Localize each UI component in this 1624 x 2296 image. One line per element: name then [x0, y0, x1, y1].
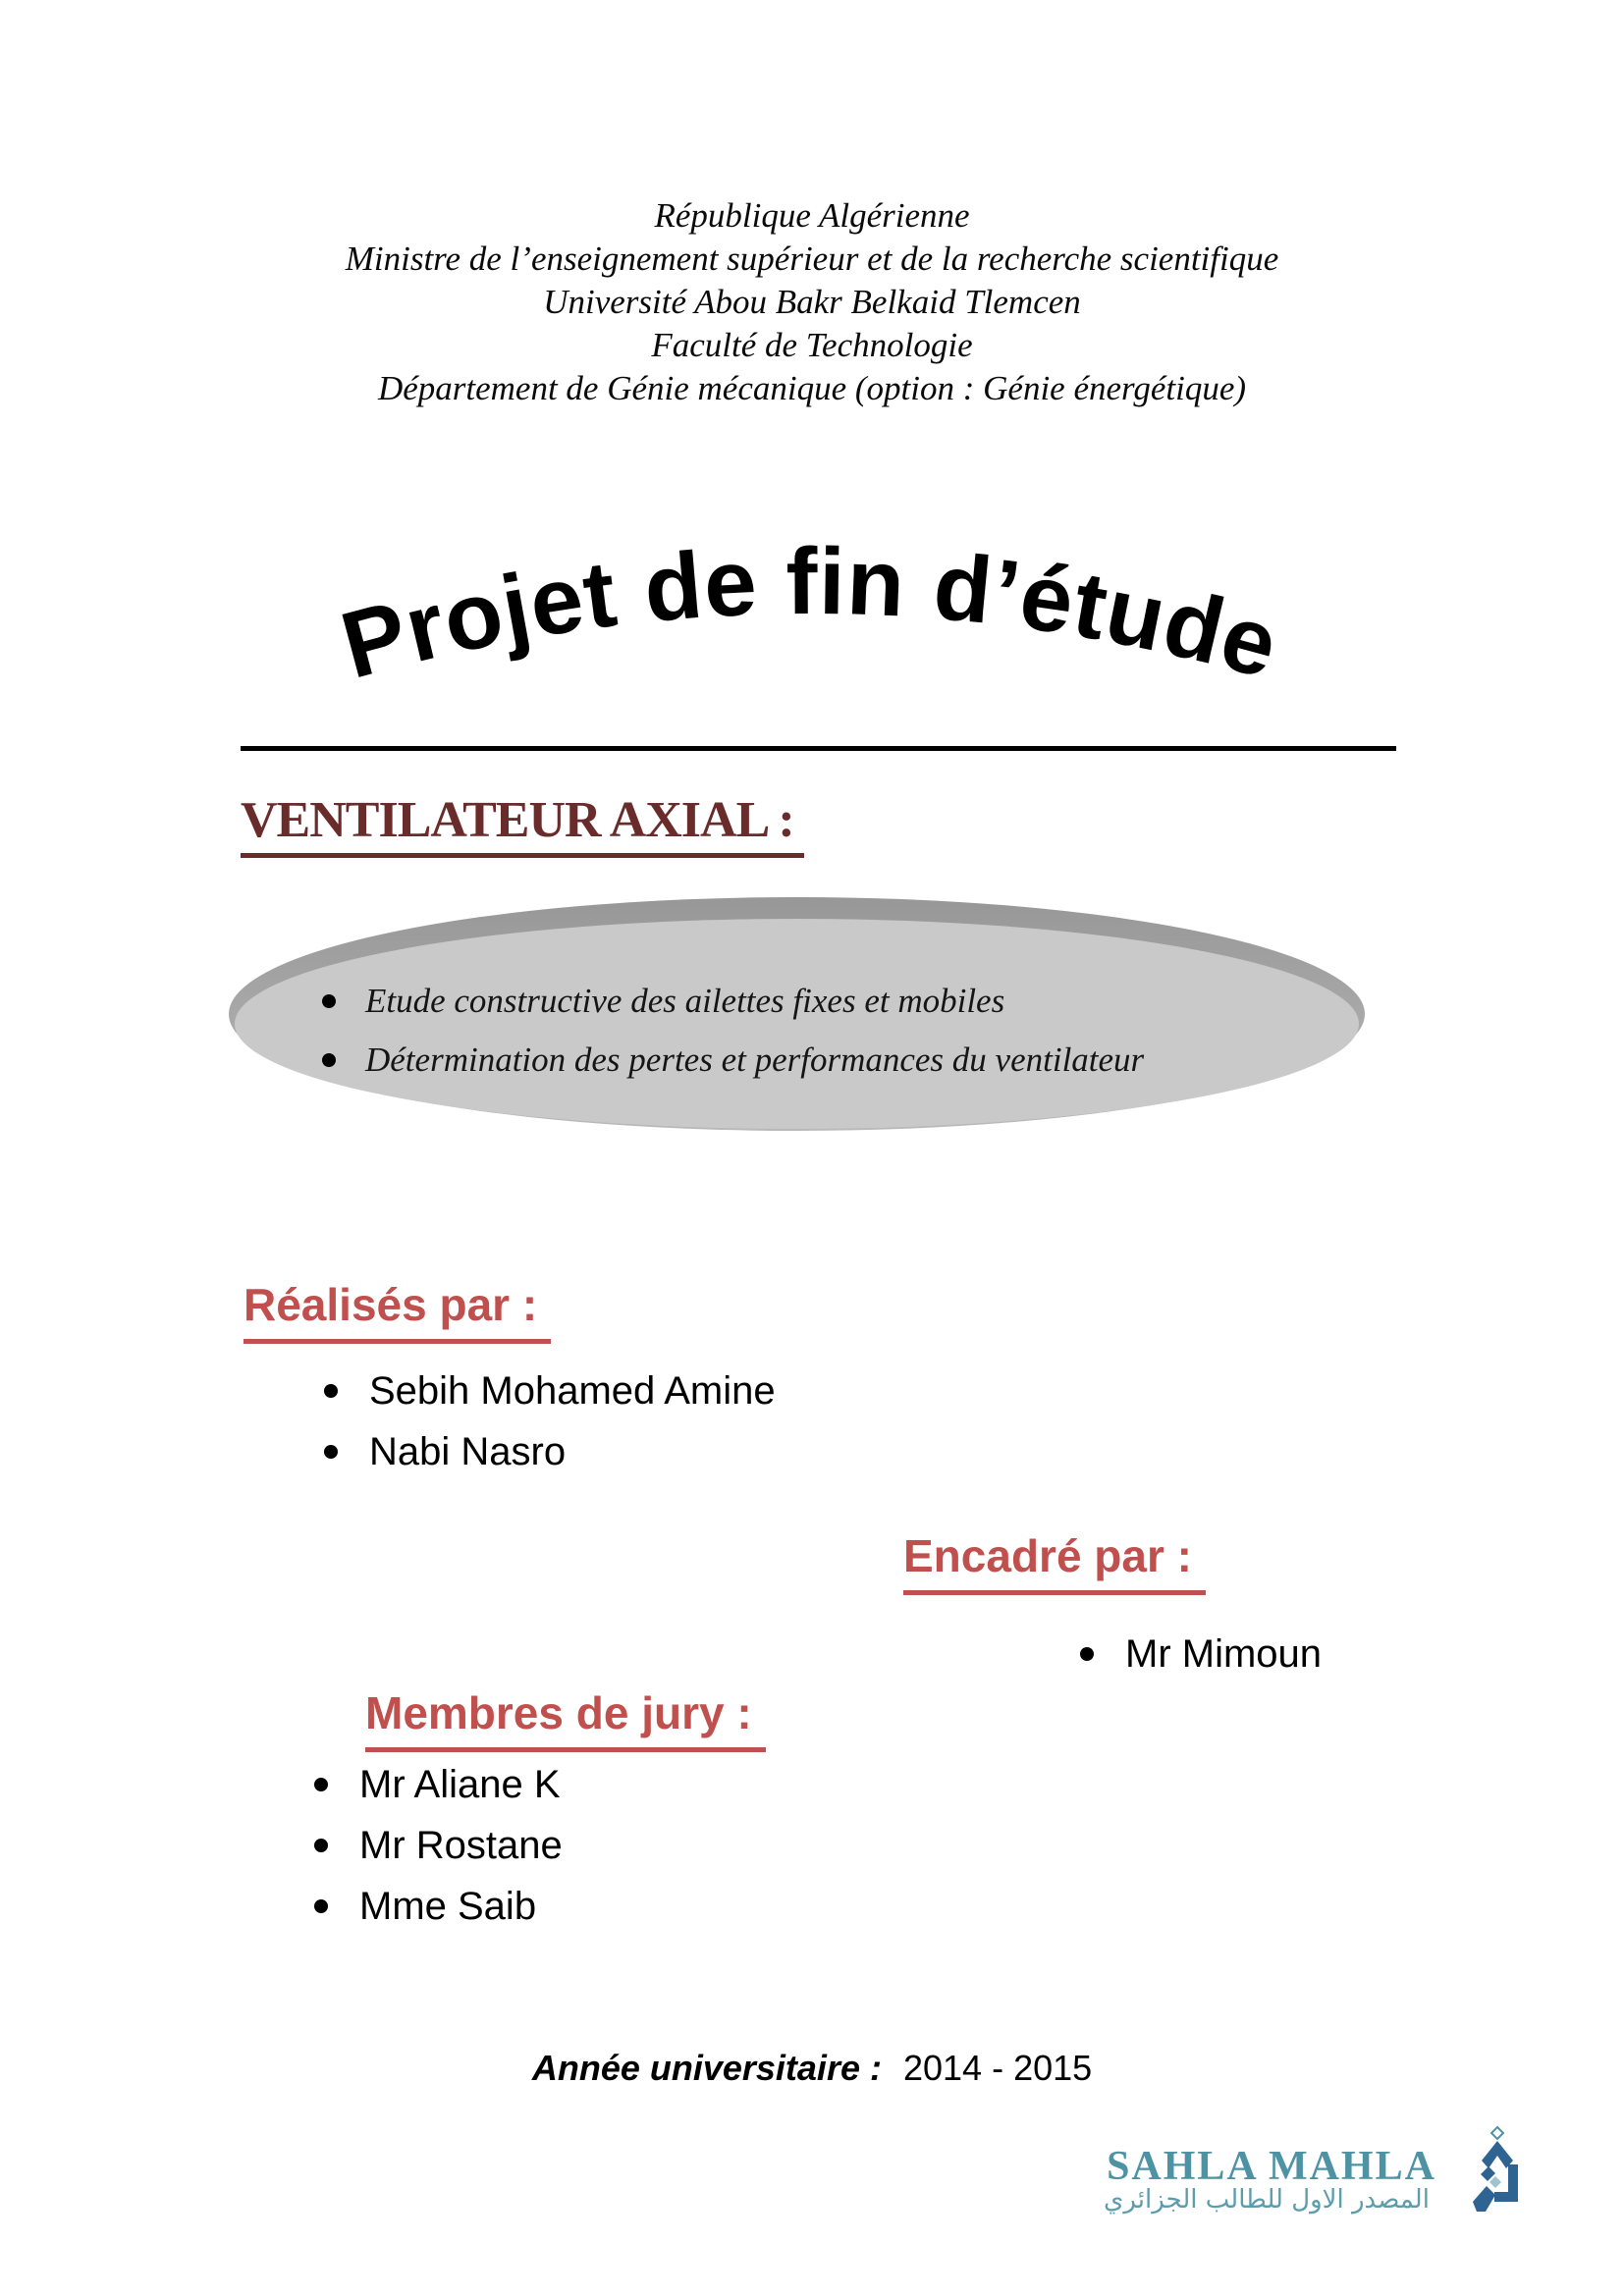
header-line-faculty: Faculté de Technologie — [651, 326, 973, 364]
divider-line — [241, 746, 1396, 751]
list-item — [314, 1882, 563, 1931]
bullet-icon — [314, 1839, 328, 1852]
topic-item — [322, 1039, 1144, 1082]
topic-text: Etude constructive des ailettes fixes et mobiles — [365, 982, 1005, 1020]
list-item — [1080, 1629, 1322, 1679]
topic-item — [322, 980, 1004, 1023]
topics-ellipse-inner — [235, 919, 1359, 1129]
topics-ellipse — [229, 897, 1365, 1131]
bullet-icon — [314, 1778, 328, 1791]
main-title-text: Projet de fin d’étude — [331, 528, 1290, 699]
header-line-university: Université Abou Bakr Belkaid Tlemcen — [543, 283, 1081, 321]
list-item — [314, 1821, 563, 1870]
bullet-icon — [314, 1899, 328, 1913]
jury-member-name: Mr Aliane K — [359, 1763, 561, 1806]
academic-year-label: Année universitaire : — [531, 2048, 882, 2088]
bullet-icon — [324, 1384, 338, 1398]
section-heading-supervisor: Encadré par : — [903, 1529, 1206, 1595]
bullet-icon — [1080, 1647, 1094, 1661]
supervisor-list — [1080, 1629, 1322, 1679]
sahla-mahla-logo-text: SAHLA MAHLA — [1107, 2144, 1436, 2189]
institution-header — [0, 194, 1624, 410]
bullet-icon — [322, 994, 336, 1008]
section-heading-jury: Membres de jury : — [365, 1686, 766, 1752]
bullet-icon — [324, 1445, 338, 1459]
page-title: VENTILATEUR AXIAL : — [241, 791, 804, 858]
jury-list — [314, 1760, 563, 1931]
jury-member-name: Mme Saib — [359, 1885, 537, 1928]
svg-text:Projet de fin d’étude — [331, 529, 1289, 699]
header-line-republic: République Algérienne — [654, 196, 970, 235]
list-item — [324, 1366, 776, 1415]
author-name: Sebih Mohamed Amine — [369, 1369, 776, 1413]
jury-member-name: Mr Rostane — [359, 1824, 563, 1867]
academic-year-line — [0, 2048, 1624, 2089]
academic-year-value: 2014 - 2015 — [902, 2048, 1093, 2088]
sahla-mahla-tagline-arabic: المصدر الاول للطالب الجزائري — [1104, 2185, 1430, 2215]
supervisor-name: Mr Mimoun — [1125, 1632, 1323, 1676]
list-item — [314, 1760, 563, 1809]
authors-list — [324, 1366, 776, 1476]
header-line-ministry: Ministre de l’enseignement supérieur et de la recherche scientifique — [345, 240, 1279, 278]
wordart-main-title — [241, 510, 1380, 741]
section-heading-authors: Réalisés par : — [244, 1278, 551, 1344]
sahla-mahla-logo-icon — [1469, 2124, 1530, 2218]
topic-text: Détermination des pertes et performances du ventilateur — [365, 1041, 1145, 1079]
author-name: Nabi Nasro — [369, 1430, 567, 1473]
bullet-icon — [322, 1053, 336, 1067]
header-line-department: Département de Génie mécanique (option : Génie énergétique) — [377, 369, 1247, 407]
list-item — [324, 1427, 776, 1476]
